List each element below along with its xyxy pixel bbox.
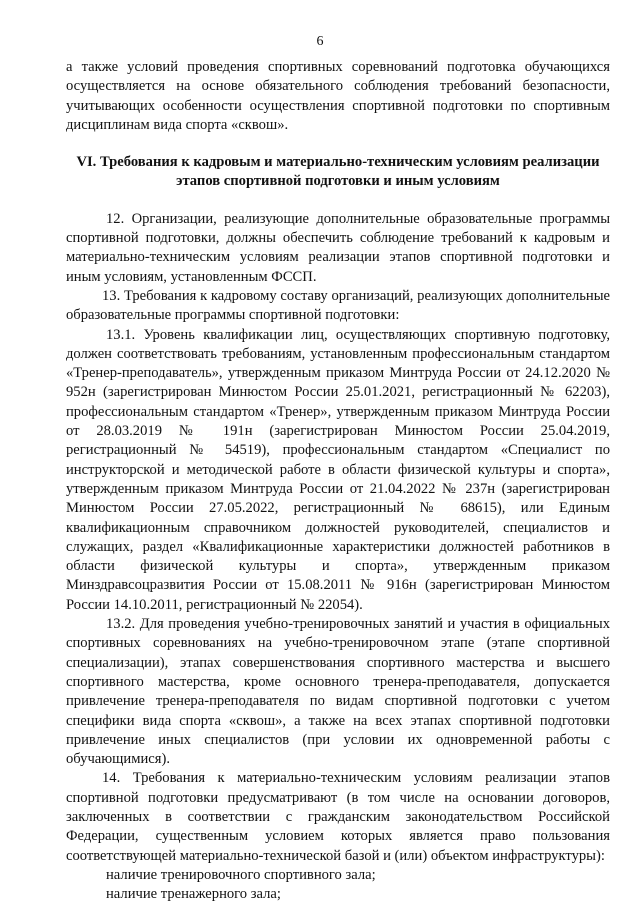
section-heading: [66, 153, 610, 192]
page-number: 6: [316, 34, 324, 49]
list-item: наличие тренировочного спортивного зала;: [106, 866, 376, 883]
list-item: наличие тренажерного зала;: [106, 886, 281, 903]
section-heading-line-1: VI. Требования к кадровым и материально-техническим условиям реализации: [76, 154, 600, 171]
document-body: [66, 58, 610, 904]
paragraph-13-2: 13.2. Для проведения учебно-тренировочных занятий и участия в официальных спортивных соревнованиях на учебно-тренировочном этапе (этапе спортивной специализации), этапах совершенствования спортивного мастерства и высшего спортивного мастерства, кроме основного тренера-преподавателя, допускается привлечение тренера-преподавателя по видам спортивной подготовки с учетом специфики вида спорта «сквош», а также на всех этапах спортивной подготовки привлечение иных специалистов (при условии их одновременной работы с обучающимися).: [66, 616, 610, 768]
paragraph-12: 12. Организации, реализующие дополнительные образовательные программы спортивной подготовки, должны обеспечить соблюдение требований к кадровым и материально-техническим условиям реализации этапов спортивной подготовки и иным условиям, установленным ФССП.: [66, 210, 610, 285]
paragraph-13: 13. Требования к кадровому составу организаций, реализующих дополнительные образовательные программы спортивной подготовки:: [66, 287, 610, 324]
paragraph-13-1: 13.1. Уровень квалификации лиц, осуществляющих спортивную подготовку, должен соответствовать требованиям, установленным профессиональным стандартом «Тренер-преподаватель», утвержденным приказом Минтруда России от 24.12.2020 № 952н (зарегистрирован Минюстом России 25.01.2021, регистрационный № 62203), профессиональным стандартом «Тренер», утвержденным приказом Минтруда России от 28.03.2019 № 191н (зарегистрирован Минюстом России 25.04.2019, регистрационный № 54519), профессиональным стандартом «Специалист по инструкторской и методической работе в области физической культуры и спорта», утвержденным приказом Минтруда России от 21.04.2022 № 237н (зарегистрирован Минюстом России 27.05.2022, регистрационный № 68615), или Единым квалификационным справочником должностей руководителей, специалистов и служащих, раздел «Квалификационные характеристики должностей работников в области физической культуры и спорта», утвержденным приказом Минздравсоцразвития России от 15.08.2011 № 916н (зарегистрирован Минюстом России 14.10.2011, регистрационный № 22054).: [66, 326, 610, 613]
section-heading-line-2: этапов спортивной подготовки и иным условиям: [176, 173, 500, 190]
paragraph-14: 14. Требования к материально-техническим условиям реализации этапов спортивной подготовки предусматривают (в том числе на основании договоров, заключенных в соответствии с гражданским законодательством Российской Федерации, существенным условием которых является право пользования соответствующей материально-технической базой и (или) объектом инфраструктуры):: [66, 770, 610, 864]
intro-paragraph: а также условий проведения спортивных соревнований подготовка обучающихся осуществляется на основе обязательного соблюдения требований безопасности, учитывающих особенности осуществления спортивной подготовки по спортивным дисциплинам вида спорта «сквош».: [66, 59, 610, 133]
